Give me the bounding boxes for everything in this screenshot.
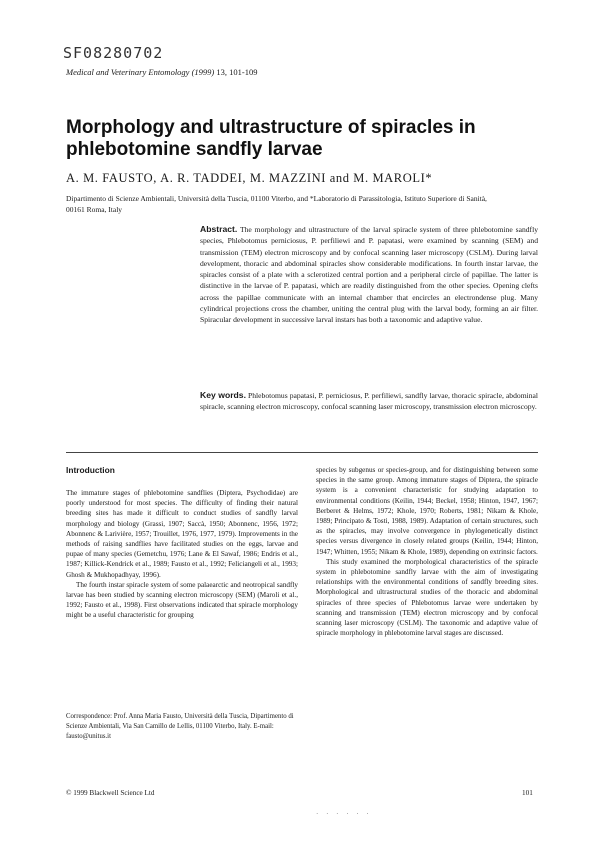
keywords-text: Phlebotomus papatasi, P. perniciosus, P. perfiliewi, sandfly larvae, thoracic spiracle, abdominal spiracle, scanning electron microscopy, confocal scanning laser microscopy, transmission electron microscopy. [200, 391, 538, 412]
intro-paragraph: The fourth instar spiracle system of some palaearctic and neotropical sandfly larvae has been studied by scanning electron microscopy (SEM) (Maroli et al., 1992; Fausto et al., 1998). First observations indicated that spiracle morphology might be a useful characteristic for grouping [66, 580, 298, 620]
journal-citation [66, 67, 257, 77]
journal-pages: , 101-109 [224, 67, 258, 77]
affiliation: Dipartimento di Scienze Ambientali, Università della Tuscia, 01100 Viterbo, and *Laboratorio di Parassitologia, Istituto Superiore di Sanità, 00161 Roma, Italy [66, 194, 487, 214]
page-number: 101 [522, 789, 533, 797]
intro-paragraph: This study examined the morphological characteristics of the spiracle system in phlebotomine sandfly larvae with the aim of investigating relationships with the environmental conditions of sandfly breeding sites. Morphological and ultrastructural studies of the thoracic and abdominal spiracles of three species of Phlebotomus larvae were undertaken by scanning and transmission (TEM) electron microscopy and by confocal scanning laser microscopy (CSLM). The taxonomic and adaptive value of spiracle morphology in phlebotomine larval stages are discussed. [316, 557, 538, 638]
keywords-label: Key words. [200, 390, 246, 400]
correspondence-note: Correspondence: Prof. Anna Maria Fausto, Università della Tuscia, Dipartimento di Scienze Ambientali, Via San Camillo de Lellis, 01100 Viterbo, Italy. E-mail: fausto@unitus.it [66, 713, 294, 740]
introduction-left-column [66, 488, 298, 621]
keywords [200, 390, 538, 413]
intro-paragraph: species by subgenus or species-group, and for distinguishing between some species in the same group. Among immature stages of Diptera, the spiracle system is a convenient characteristic for studying adaptation to environmental conditions (Keilin, 1944; Beckel, 1958; Hinton, 1947, 1967; Berberet & Helms, 1972; Khole, 1970; Roberts, 1981; Nikam & Khole, 1989; Principato & Tosti, 1988, 1989). Adaptation of certain structures, such as the spiracles, may involve convergence in phylogenetically distinct species versus divergence in closely related groups (Keilin, 1944; Hinton, 1947; Whitten, 1955; Nikam & Khole, 1989), depending on extrinsic factors. [316, 466, 538, 556]
paper-title: Morphology and ultrastructure of spiracles in phlebotomine sandfly larvae [66, 117, 476, 160]
intro-paragraph: The immature stages of phlebotomine sandflies (Diptera, Psychodidae) are poorly understood for most species. The difficulty of finding their natural breeding sites has made it difficult to conduct studies of sandfly larval morphology and biology (Grassi, 1907; Saccà, 1950; Abonnenc, 1956, 1972; Abonnenc & Larivière, 1957; Trouillet, 1976, 1977, 1979). Improvements in the methods of raising sandflies have facilitated studies on the eggs, larvae and pupae of many species (Gemetchu, 1976; Lane & El Sawaf, 1986; Endris et al., 1987; Killick-Kendrick et al., 1989; Fausto et al., 1992; Feliciangeli et al., 1993; Ghosh & Mukhopadhyay, 1996). [66, 489, 298, 579]
abstract-label: Abstract. [200, 224, 238, 234]
abstract-text: The morphology and ultrastructure of the larval spiracle system of three phlebotomine sandfly species, Phlebotomus perniciosus, P. perfiliewi and P. papatasi, were examined by scanning (SEM) and transmission (TEM) electron microscopy and by confocal scanning laser microscopy (CSLM). During larval development, thoracic and abdominal spiracles show considerable modifications. In fourth instar larvae, the spiracles consist of a plate with a sclerotized central portion and a peripheral circle of papillae. The latter is distinctive in the larvae of P. papatasi, which are readily distinguished from the other species. Opening clefts across the papillae communicate with an internal chamber that encircles an electrondense plug. Many cylindrical projections cross the chamber, uniting the central plug with the larval body, forming an air filter. Spiracular development in successive larval instars has both a taxonomic and adaptive value. [200, 225, 538, 325]
section-divider [66, 452, 538, 453]
copyright: © 1999 Blackwell Science Ltd [66, 789, 155, 797]
archive-stamp: SF08280702 [63, 44, 164, 62]
scan-specks: · · · · · · [316, 810, 372, 818]
abstract [200, 224, 538, 326]
journal-volume: 13 [216, 67, 225, 77]
journal-name: Medical and Veterinary Entomology (1999) [66, 67, 215, 77]
author-list: A. M. FAUSTO, A. R. TADDEI, M. MAZZINI and M. MAROLI* [66, 171, 433, 185]
introduction-right-column [316, 465, 538, 638]
introduction-heading: Introduction [66, 465, 115, 475]
